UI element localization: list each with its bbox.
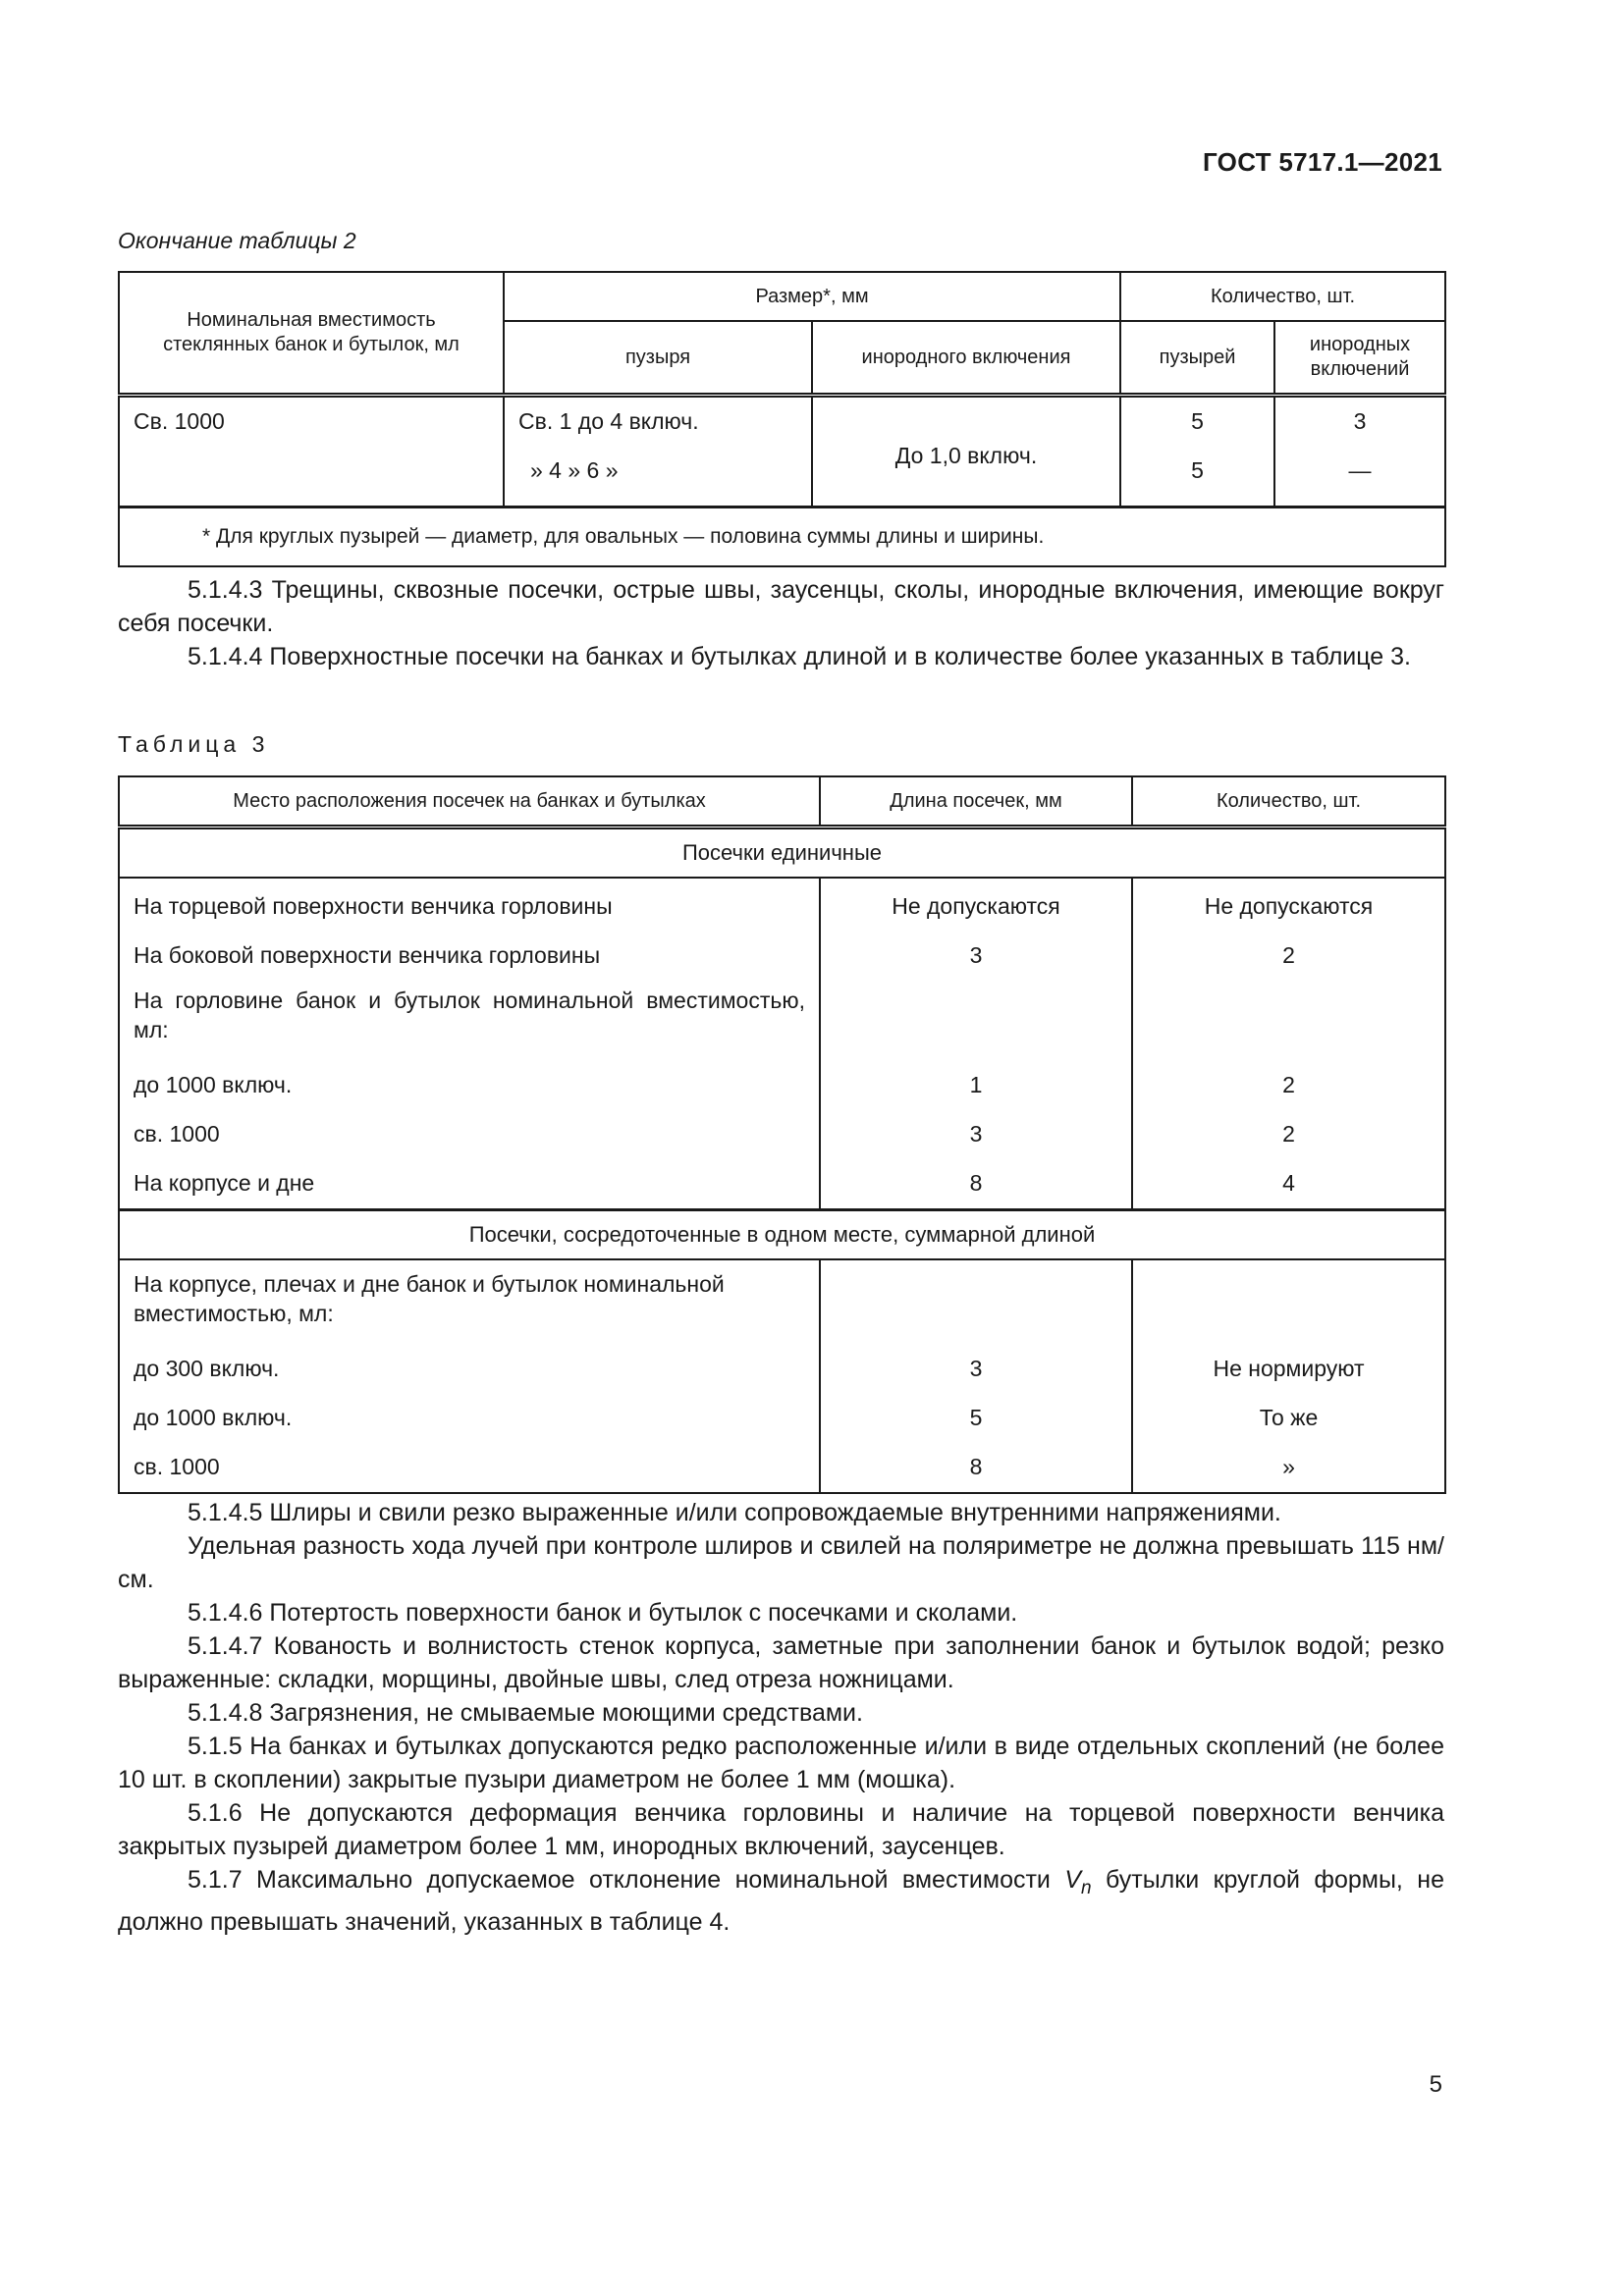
header-count: Количество, шт. — [1132, 776, 1445, 828]
paragraph: Удельная разность хода лучей при контроле шлиров и свилей на поляриметре не должна превышать 115 нм/см. — [118, 1532, 1444, 1593]
place-cell: св. 1000 — [134, 1454, 220, 1480]
qty-value: — — [1348, 457, 1372, 483]
section-title-concentrated: Посечки, сосредоточенные в одном месте, суммарной длиной — [119, 1210, 1445, 1260]
place-cell: На корпусе и дне — [134, 1170, 315, 1197]
count-cell: Не допускаются — [1204, 893, 1374, 920]
paragraph: 5.1.4.8 Загрязнения, не смываемые моющими средствами. — [188, 1699, 863, 1727]
length-cell: 1 — [969, 1072, 983, 1098]
cell-qty-inclusions — [1274, 396, 1445, 507]
place-cell: На торцевой поверхности венчика горловины — [134, 893, 613, 920]
header-quantity: Количество, шт. — [1120, 272, 1445, 321]
place-cell: На боковой поверхности венчика горловины — [134, 942, 601, 969]
count-cell: 4 — [1282, 1170, 1295, 1197]
header-place: Место расположения посечек на банках и бутылках — [119, 776, 820, 828]
bubble-size-line: Св. 1 до 4 включ. — [518, 408, 699, 434]
bubble-size-line: » 4 » 6 » — [530, 457, 619, 483]
paragraphs-top — [118, 573, 1444, 673]
count-cell: 2 — [1282, 1072, 1295, 1098]
table2-caption: Окончание таблицы 2 — [118, 228, 356, 253]
header-qty-inclusions: инородных включений — [1274, 321, 1445, 396]
paragraph: 5.1.6 Не допускаются деформация венчика горловины и наличие на торцевой поверхности венчика закрытых пузырей диаметром более 1 мм, инородных включений, заусенцев. — [118, 1799, 1444, 1860]
count-cell: » — [1282, 1454, 1295, 1480]
header-length: Длина посечек, мм — [820, 776, 1132, 828]
header-size-inclusion: инородного включения — [812, 321, 1120, 396]
length-cell — [835, 1264, 1117, 1345]
header-size-bubble: пузыря — [504, 321, 812, 396]
place-cell: до 1000 включ. — [134, 1405, 293, 1431]
paragraph: 5.1.4.3 Трещины, сквозные посечки, острые швы, заусенцы, сколы, инородные включения, имеющие вокруг себя посечки. — [118, 576, 1444, 637]
text-span: бутылки круглой формы, не должно превышать значений, указанных в таблице 4. — [118, 1866, 1444, 1936]
header-qty-bubbles: пузырей — [1120, 321, 1274, 396]
cell-bubble-sizes — [504, 396, 812, 507]
document-code: ГОСТ 5717.1—2021 — [1202, 147, 1442, 177]
count-cell — [1147, 1264, 1431, 1345]
column-length — [820, 1259, 1132, 1493]
paragraphs-bottom — [118, 1496, 1444, 1939]
place-cell: до 300 включ. — [134, 1356, 280, 1382]
count-cell: Не нормируют — [1213, 1356, 1365, 1382]
length-cell: 3 — [969, 942, 983, 969]
place-cell: до 1000 включ. — [134, 1072, 293, 1098]
table-3 — [118, 775, 1446, 1494]
header-size: Размер*, мм — [504, 272, 1120, 321]
qty-value: 5 — [1191, 408, 1204, 434]
place-cell: На горловине банок и бутылок номинальной вместимостью, мл: — [134, 988, 805, 1042]
place-cell: св. 1000 — [134, 1121, 220, 1148]
cell-qty-bubbles — [1120, 396, 1274, 507]
length-cell: 3 — [969, 1356, 983, 1382]
column-count — [1132, 1259, 1445, 1493]
column-count — [1132, 878, 1445, 1210]
length-cell: 3 — [969, 1121, 983, 1148]
qty-value: 3 — [1353, 408, 1367, 434]
text-span: 5.1.7 Максимально допускаемое отклонение номинальной вместимости — [188, 1866, 1065, 1894]
table-2 — [118, 271, 1446, 567]
table2-footnote: * Для круглых пузырей — диаметр, для овальных — половина суммы длины и ширины. — [119, 507, 1445, 567]
header-capacity: Номинальная вместимость стеклянных банок и бутылок, мл — [119, 272, 504, 396]
length-cell: 5 — [969, 1405, 983, 1431]
column-length — [820, 878, 1132, 1210]
page-number: 5 — [1429, 2071, 1442, 2098]
count-cell: То же — [1259, 1405, 1319, 1431]
length-cell: Не допускаются — [892, 893, 1060, 920]
table3-caption: Таблица 3 — [118, 731, 270, 757]
paragraph: 5.1.4.7 Кованость и волнистость стенок корпуса, заметные при заполнении банок и бутылок водой; резко выраженные: складки, морщины, двойные швы, след отреза ножницами. — [118, 1632, 1444, 1693]
count-cell — [1147, 981, 1431, 1061]
paragraph-5-1-7 — [118, 1863, 1444, 1939]
cell-inclusion-size: До 1,0 включ. — [812, 396, 1120, 507]
paragraph: 5.1.5 На банках и бутылках допускаются редко расположенные и/или в виде отдельных скоплений (не более 10 шт. в скоплении) закрытые пузыри диаметром не более 1 мм (мошка). — [118, 1733, 1444, 1793]
cell-capacity: Св. 1000 — [119, 396, 504, 507]
place-cell: На корпусе, плечах и дне банок и бутылок номинальной вместимостью, мл: — [134, 1271, 725, 1326]
variable-subscript: n — [1081, 1878, 1092, 1898]
count-cell: 2 — [1282, 1121, 1295, 1148]
column-place — [119, 1259, 820, 1493]
column-place — [119, 878, 820, 1210]
paragraph: 5.1.4.4 Поверхностные посечки на банках и бутылках длиной и в количестве более указанных в таблице 3. — [188, 643, 1411, 670]
length-cell: 8 — [969, 1170, 983, 1197]
length-cell — [835, 981, 1117, 1061]
count-cell: 2 — [1282, 942, 1295, 969]
section-title-single: Посечки единичные — [119, 828, 1445, 879]
length-cell: 8 — [969, 1454, 983, 1480]
paragraph: 5.1.4.5 Шлиры и свили резко выраженные и/или сопровождаемые внутренними напряжениями. — [188, 1499, 1281, 1526]
variable-v: V — [1064, 1866, 1081, 1894]
qty-value: 5 — [1191, 457, 1204, 483]
paragraph: 5.1.4.6 Потертость поверхности банок и бутылок с посечками и сколами. — [188, 1599, 1018, 1627]
